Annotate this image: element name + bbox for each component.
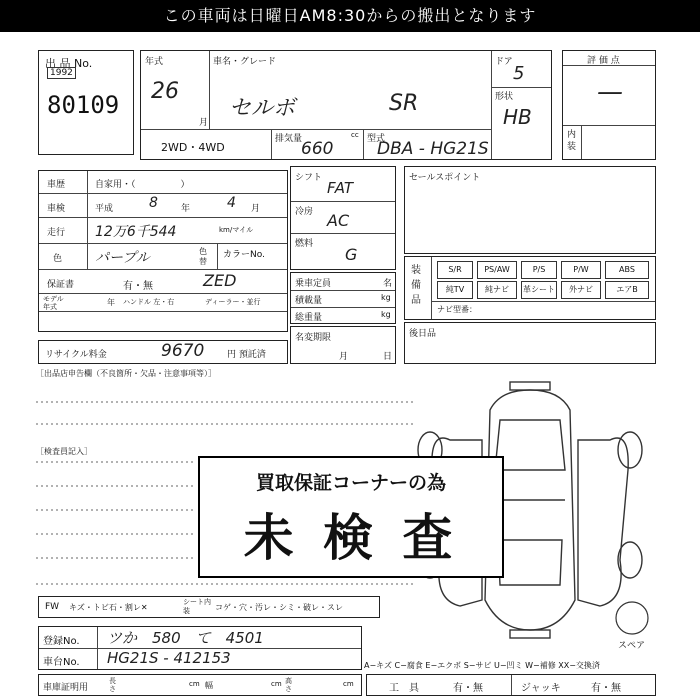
shift-value: FAT: [327, 179, 354, 197]
lot-session: 1992: [47, 67, 76, 79]
reg-box: [38, 626, 362, 670]
sales-point-box: [404, 166, 656, 254]
rating-box: [562, 50, 656, 160]
riders-unit: 名: [383, 279, 393, 289]
lot-number: 80109: [47, 91, 120, 119]
color-label: 色: [53, 254, 63, 264]
name-label: 車名・グレード: [213, 57, 277, 67]
garage-unit3: cm: [343, 680, 354, 688]
fw-desc1: キズ・トビ石・割レ✕: [69, 603, 148, 612]
garage-unit1: cm: [189, 680, 200, 688]
change-box: [290, 326, 396, 364]
fw-mid: シート内装: [183, 598, 211, 615]
uninspected-stamp: [198, 456, 504, 578]
shaken-prefix: 平成: [95, 204, 114, 214]
fw-box: [38, 596, 380, 618]
seller-notes-label: ［出品店申告欄（不良箇所・欠品・注意事項等）］: [36, 369, 216, 378]
name-value: セルボ: [229, 96, 296, 121]
rating-value: —: [597, 77, 623, 107]
reki-value: 自家用・（ ）: [95, 180, 190, 190]
equipment-box: [404, 256, 656, 320]
shaken-label: 車検: [47, 204, 66, 214]
shift-label: シフト: [295, 173, 323, 183]
damage-legend: A−キズ C−腐食 E−エクボ S−サビ U−凹ミ W−補修 XX−交換済: [364, 661, 600, 670]
reki-label: 車歴: [47, 180, 66, 190]
door-value: 5: [513, 63, 525, 84]
fuel-value: G: [345, 245, 358, 264]
navi-model-label: ナビ型番：: [437, 305, 477, 314]
color-no-label: カラーNo.: [223, 250, 265, 260]
change-label: 名変期限: [295, 333, 332, 343]
registration-label: 登録No.: [43, 636, 80, 647]
model-label: 型式: [367, 134, 386, 144]
tools-label: 工 具: [389, 683, 419, 694]
fw-label: FW: [45, 602, 60, 612]
shaken-month: 4: [227, 195, 236, 211]
dealer-label: ディーラー・並行: [205, 298, 261, 306]
equip-leather: 革シート: [521, 281, 557, 299]
nenshiki-label: 年式: [145, 57, 164, 67]
shaken-year-unit: 年: [181, 204, 191, 214]
drive-label: 2WD・4WD: [161, 141, 225, 154]
change-month: 月: [339, 352, 349, 362]
equip-airbag: エアB: [605, 281, 649, 299]
grade-value: SR: [389, 91, 419, 116]
spec-box: [290, 166, 396, 270]
color-value: パープル: [95, 250, 150, 266]
fuel-label: 燃料: [295, 239, 314, 249]
handle-label: ハンドル 左・右: [123, 298, 175, 306]
mileage-unit: km/マイル: [219, 226, 254, 234]
load-unit: kg: [381, 293, 391, 302]
change-day: 日: [383, 352, 393, 362]
garage-sub2: 幅: [205, 681, 213, 690]
stamp-line2: 未 検 査: [243, 508, 459, 567]
model-year-label: モデル年式: [43, 295, 64, 311]
garage-sub3: 高さ: [285, 677, 292, 693]
month-mark: 月: [199, 118, 209, 128]
equip-pw: P/W: [561, 261, 601, 279]
equip-sr: S/R: [437, 261, 473, 279]
fw-desc2: コゲ・穴・汚レ・シミ・破レ・スレ: [215, 603, 343, 612]
garage-label: 車庫証明用: [43, 683, 89, 693]
garage-sub1: 長さ: [109, 677, 116, 693]
mileage-label: 走行: [47, 228, 66, 238]
warranty-value: 有・無: [123, 281, 153, 292]
equip-abs: ABS: [605, 261, 649, 279]
mileage-value: 12万6千544: [95, 224, 177, 240]
tools-value: 有・無: [453, 683, 483, 694]
equip-tv: 純TV: [437, 281, 473, 299]
banner: この車両は日曜日AM8:30からの搬出となります: [0, 0, 700, 32]
chassis-value: HG21S - 412153: [107, 649, 231, 667]
shape-label: 形状: [495, 92, 514, 102]
nenshiki-value: 26: [151, 79, 179, 104]
equip-psaw: PS/AW: [477, 261, 517, 279]
interior-label: 内装: [567, 130, 577, 152]
equip-ps: P/S: [521, 261, 557, 279]
shape-value: HB: [503, 105, 532, 129]
capacity-box: [290, 272, 396, 324]
tools-box: [366, 674, 656, 696]
displacement-label: 排気量: [275, 134, 303, 144]
shaken-year: 8: [149, 195, 158, 211]
recycle-unit: 円 預託済: [227, 350, 266, 360]
total-label: 総重量: [295, 313, 323, 323]
after-box: [404, 322, 656, 364]
recycle-box: [38, 340, 288, 364]
equip-navi: 純ナビ: [477, 281, 517, 299]
door-label: ドア: [495, 57, 513, 67]
color-no-value: ZED: [203, 271, 237, 290]
registration-value: ツか 580 て 4501: [107, 629, 264, 647]
color-kanji: 色替: [199, 247, 207, 266]
warranty-label: 保証書: [47, 280, 75, 290]
displacement-value: 660: [301, 139, 334, 159]
spare-label: スペア: [618, 641, 646, 651]
model-year-unit: 年: [107, 298, 115, 307]
after-label: 後日品: [409, 329, 437, 339]
jack-label: ジャッキ: [521, 683, 561, 694]
garage-box: [38, 674, 362, 696]
equip-ext-navi: 外ナビ: [561, 281, 601, 299]
history-box: [38, 170, 288, 332]
jack-value: 有・無: [591, 683, 621, 694]
model-value: DBA - HG21S: [377, 139, 489, 159]
equipment-label: 装備品: [411, 265, 421, 306]
cooler-value: AC: [327, 211, 350, 230]
load-label: 積載量: [295, 296, 323, 306]
recycle-value: 9670: [161, 341, 205, 361]
total-unit: kg: [381, 310, 391, 319]
inspector-label: ［検査員記入］: [36, 447, 92, 456]
cc-label: cc: [351, 131, 359, 139]
vehicle-box: [140, 50, 552, 160]
riders-label: 乗車定員: [295, 279, 332, 289]
shaken-month-unit: 月: [251, 204, 261, 214]
recycle-label: リサイクル料金: [45, 350, 107, 360]
sales-point-label: セールスポイント: [409, 173, 481, 183]
rating-label: 評 価 点: [587, 56, 620, 66]
lot-label: 出 品 No.: [45, 57, 93, 70]
chassis-label: 車台No.: [43, 657, 80, 668]
cooler-label: 冷房: [295, 207, 314, 217]
garage-unit2: cm: [271, 680, 282, 688]
stamp-line1: 買取保証コーナーの為: [255, 472, 446, 494]
lot-box: [38, 50, 134, 155]
